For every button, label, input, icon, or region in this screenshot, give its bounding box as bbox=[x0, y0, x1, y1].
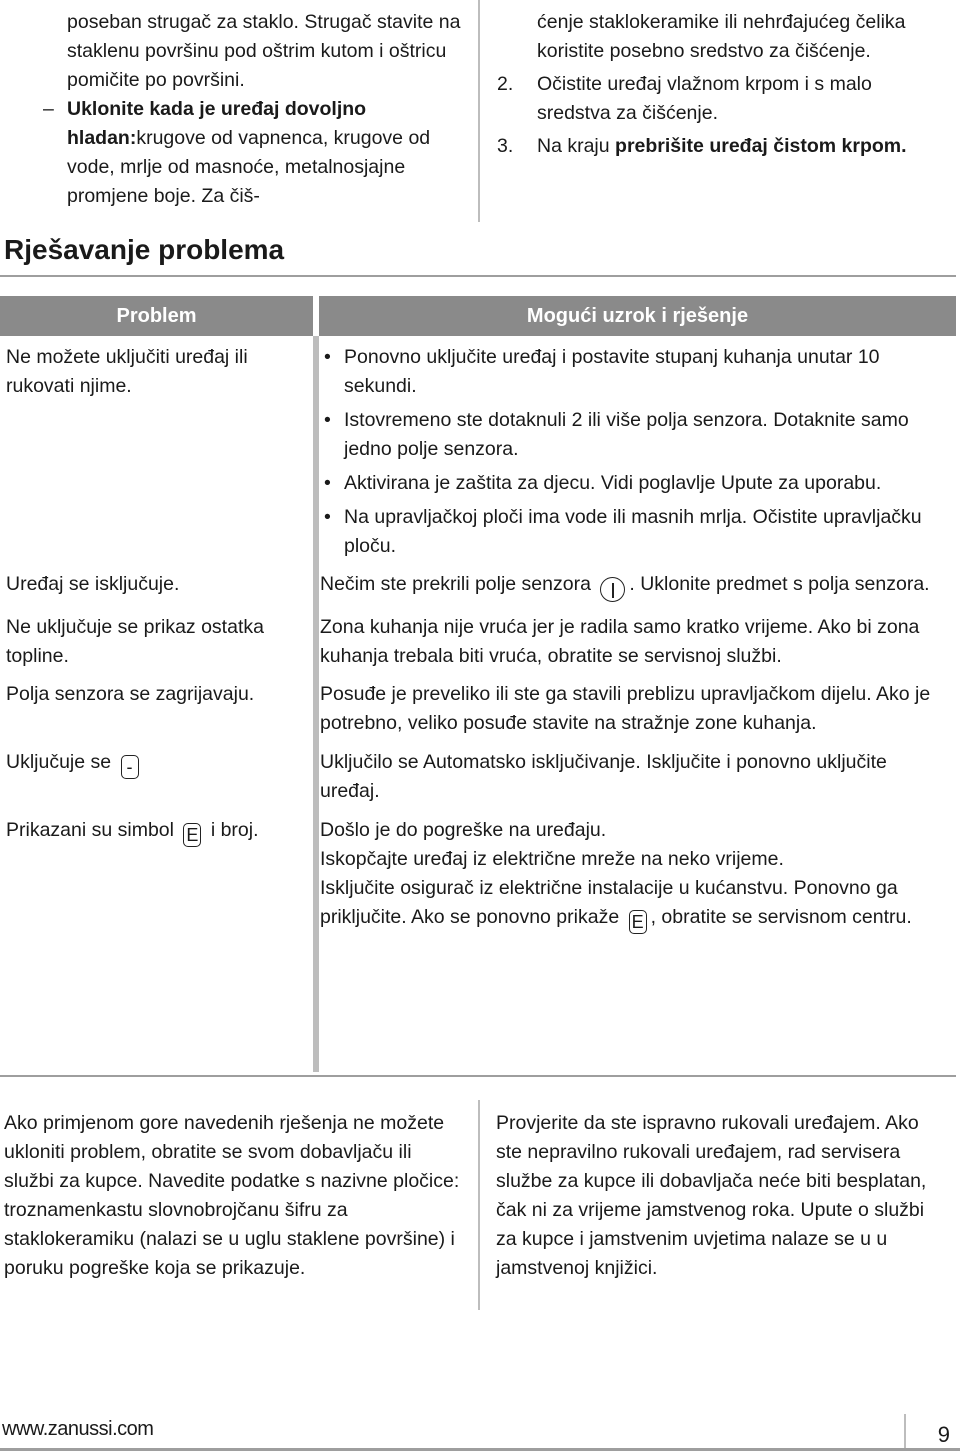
step-2 bbox=[497, 70, 947, 128]
problem-cell: Ne uključuje se prikaz ostatka topline. bbox=[6, 616, 264, 667]
footer-website: www.zanussi.com bbox=[2, 1418, 154, 1440]
bottom-right-paragraph: Provjerite da ste ispravno rukovali uređajem. Ako ste nepravilno rukovali uređajem, rad servisera službe za kupce ili dobavljača neće biti besplatan, čak ni za vrijeme jamstvenog roka. Upute o službi za kupce i jamstvenim uvjetima nalaze se u u jamstvenoj knjižici. bbox=[496, 1112, 927, 1279]
dash-marker: – bbox=[43, 98, 54, 120]
troubleshooting-table bbox=[0, 296, 956, 934]
top-left-continuation: poseban strugač za staklo. Strugač stavite na staklenu površinu pod oštrim kutom i oštricu pomičite po površini. bbox=[67, 11, 461, 91]
problem-text: Prikazani su simbol bbox=[6, 819, 180, 841]
solution-cell: Zona kuhanja nije vruća jer je radila samo kratko vrijeme. Ako bi zona kuhanja trebala biti vruća, obratite se servisnoj službi. bbox=[320, 616, 920, 667]
bullet-item: • Aktivirana je zaštita za djecu. Vidi poglavlje Upute za uporabu. bbox=[320, 469, 950, 498]
solution-cell bbox=[313, 343, 950, 566]
step-3-text: Na kraju bbox=[537, 135, 616, 157]
table-row bbox=[0, 680, 956, 738]
problem-text: i broj. bbox=[205, 819, 259, 841]
footer-divider bbox=[904, 1414, 906, 1450]
dash-list-item bbox=[43, 95, 467, 211]
bullet-item: • Ponovno uključite uređaj i postavite stupanj kuhanja unutar 10 sekundi. bbox=[320, 343, 950, 401]
problem-cell bbox=[0, 748, 313, 806]
step-3 bbox=[497, 132, 947, 161]
table-header bbox=[0, 296, 956, 336]
footer-rule bbox=[0, 1448, 960, 1451]
dash-display-icon: - bbox=[121, 755, 139, 779]
step-2-text: Očistite uređaj vlažnom krpom i s malo sredstva za čišćenje. bbox=[537, 73, 872, 124]
table-bottom-rule bbox=[0, 1075, 956, 1077]
table-row bbox=[0, 343, 956, 566]
solution-line: Isključite osigurač iz električne instalacije u kućanstvu. Ponovno ga priključite. Ako se ponovno prikaže bbox=[320, 877, 898, 928]
problem-text: Uključuje se bbox=[6, 751, 117, 773]
step-2-number: 2. bbox=[497, 73, 514, 95]
bullet-item: • Na upravljačkoj ploči ima vode ili masnih mrlja. Očistite upravljačku ploču. bbox=[320, 503, 950, 561]
solution-text: . Uklonite predmet s polja senzora. bbox=[629, 573, 930, 595]
error-e-icon: E bbox=[183, 823, 201, 847]
table-column-separator bbox=[313, 336, 319, 1072]
table-row bbox=[0, 748, 956, 806]
table-row bbox=[0, 570, 956, 602]
step-3-bold: prebrišite uređaj čistom krpom. bbox=[615, 135, 907, 157]
header-problem: Problem bbox=[0, 296, 313, 336]
column-divider bbox=[478, 0, 480, 222]
top-right-column bbox=[497, 8, 947, 161]
header-solution: Mogući uzrok i rješenje bbox=[319, 296, 956, 336]
table-row bbox=[0, 816, 956, 934]
top-right-continuation: ćenje staklokeramike ili nehrđajućeg čelika koristite posebno sredstvo za čišćenje. bbox=[537, 11, 906, 62]
page-number: 9 bbox=[937, 1422, 950, 1447]
solution-bullets bbox=[320, 343, 950, 561]
problem-cell: Ne možete uključiti uređaj ili rukovati njime. bbox=[6, 346, 248, 397]
solution-cell bbox=[313, 816, 950, 934]
column-divider bbox=[478, 1100, 480, 1310]
problem-cell: Uređaj se isključuje. bbox=[6, 573, 180, 595]
step-3-number: 3. bbox=[497, 135, 514, 157]
item-rest-text: krugove od vapnenca, krugove od vode, mrlje od masnoće, metalnosjajne promjene boje. Za čiš- bbox=[67, 127, 431, 207]
solution-text: Nečim ste prekrili polje senzora bbox=[320, 573, 597, 595]
error-e-icon: E bbox=[629, 910, 647, 934]
solution-cell bbox=[313, 570, 950, 602]
solution-text: , obratite se servisnom centru. bbox=[650, 906, 912, 928]
bullet-item: • Istovremeno ste dotaknuli 2 ili više polja senzora. Dotaknite samo jedno polje senzora. bbox=[320, 406, 950, 464]
item-bold-text: Uklonite kada je uređaj dovoljno hladan: bbox=[67, 98, 367, 149]
solution-cell: Posuđe je preveliko ili ste ga stavili preblizu upravljačkom dijelu. Ako je potrebno, veliko posuđe stavite na stražnje zone kuhanja. bbox=[320, 683, 931, 734]
bottom-left-paragraph: Ako primjenom gore navedenih rješenja ne možete ukloniti problem, obratite se svom dobavljaču ili službi za kupce. Navedite podatke s nazivne pločice: troznamenkastu slovnobrojčanu šifru za staklokeramiku (nalazi se u uglu staklene površine) i poruku pogreške koja se prikazuje. bbox=[4, 1112, 460, 1279]
power-sensor-icon bbox=[600, 577, 625, 602]
problem-cell: Polja senzora se zagrijavaju. bbox=[6, 683, 255, 705]
solution-line: Iskopčajte uređaj iz električne mreže na neko vrijeme. bbox=[320, 848, 784, 870]
section-rule bbox=[0, 275, 956, 277]
section-title: Rješavanje problema bbox=[4, 234, 285, 265]
problem-cell bbox=[0, 816, 313, 934]
solution-line: Došlo je do pogreške na uređaju. bbox=[320, 819, 607, 841]
solution-cell: Uključilo se Automatsko isključivanje. Isključite i ponovno uključite uređaj. bbox=[320, 751, 887, 802]
top-left-column bbox=[43, 8, 467, 211]
table-row bbox=[0, 613, 956, 671]
